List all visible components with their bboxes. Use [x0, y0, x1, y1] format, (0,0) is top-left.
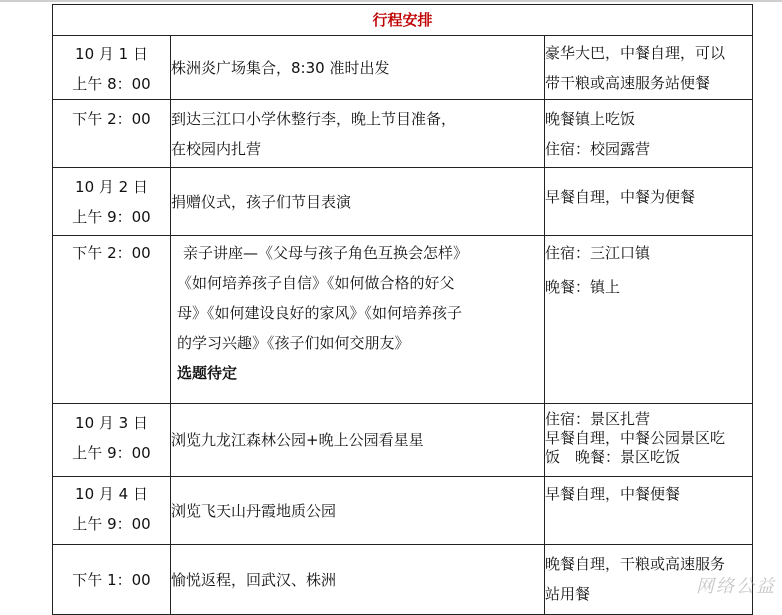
notes-text: 站用餐: [545, 585, 591, 603]
notes-text: 早餐自理，中餐为便餐: [545, 188, 696, 206]
date-text: 10 月 3 日: [75, 414, 148, 432]
table-title: 行程安排: [53, 5, 753, 36]
time-cell: [53, 100, 171, 168]
table-row: [53, 168, 753, 236]
time-text: 上午 9：00: [72, 515, 151, 533]
notes-text: 住宿：景区扎营: [545, 410, 651, 428]
notes-text: 住宿：校园露营: [545, 140, 651, 158]
notes-cell: [545, 100, 753, 168]
time-cell: [53, 545, 171, 615]
activity-cell: [171, 404, 545, 477]
date-text: 10 月 2 日: [75, 178, 148, 196]
activity-text: 捐赠仪式，孩子们节目表演: [171, 192, 352, 211]
table-row: [53, 477, 753, 545]
time-text: 上午 8：00: [72, 75, 151, 93]
watermark-text: 网络公益: [696, 576, 776, 597]
date-text: 10 月 1 日: [75, 45, 148, 63]
activity-cell: [171, 100, 545, 168]
time-text: 下午 2：00: [72, 244, 151, 262]
table-row: [53, 545, 753, 615]
time-cell: [53, 36, 171, 100]
activity-text: 愉悦返程，回武汉、株洲: [171, 570, 337, 589]
activity-text: 浏览九龙江森林公园+晚上公园看星星: [171, 431, 424, 449]
time-cell: [53, 168, 171, 236]
itinerary-table: [52, 4, 753, 615]
activity-cell: [171, 36, 545, 100]
notes-cell: [545, 236, 753, 404]
table-row: [53, 404, 753, 477]
notes-text: 早餐自理，中餐公园景区吃: [545, 429, 726, 447]
time-text: 上午 9：00: [72, 208, 151, 226]
time-cell: [53, 236, 171, 404]
notes-cell: [545, 404, 753, 477]
table-row: [53, 236, 753, 404]
notes-cell: [545, 36, 753, 100]
activity-cell: [171, 236, 545, 404]
notes-cell: [545, 477, 753, 545]
activity-text: 在校园内扎营: [171, 140, 262, 158]
time-text: 下午 1：00: [72, 570, 151, 589]
activity-text: 浏览飞天山丹霞地质公园: [171, 501, 337, 520]
activity-text: 到达三江口小学休整行李，晚上节目准备，: [171, 110, 457, 128]
notes-text: 晚餐自理，干粮或高速服务: [545, 555, 726, 573]
activity-text: 《如何培养孩子自信》《如何做合格的好父: [177, 274, 455, 292]
time-cell: [53, 404, 171, 477]
activity-text: 亲子讲座—《父母与孩子角色互换会怎样》: [183, 244, 469, 262]
notes-text: 豪华大巴，中餐自理，可以: [545, 44, 726, 62]
time-text: 下午 2：00: [72, 110, 151, 128]
activity-note-bold: 选题待定: [177, 364, 238, 382]
activity-cell: [171, 168, 545, 236]
notes-text: 带干粮或高速服务站便餐: [545, 74, 711, 92]
notes-cell: [545, 168, 753, 236]
table-row: [53, 100, 753, 168]
activity-text: 的学习兴趣》《孩子们如何交朋友》: [177, 334, 410, 352]
time-text: 上午 9：00: [72, 444, 151, 462]
notes-text: 饭 晚餐：景区吃饭: [545, 448, 681, 466]
notes-text: 住宿：三江口镇: [545, 244, 651, 262]
activity-cell: [171, 477, 545, 545]
time-cell: [53, 477, 171, 545]
notes-text: 晚餐：镇上: [545, 278, 621, 296]
activity-cell: [171, 545, 545, 615]
table-row: [53, 36, 753, 100]
notes-text: 晚餐镇上吃饭: [545, 110, 636, 128]
title-row: [53, 5, 753, 36]
date-text: 10 月 4 日: [75, 485, 148, 503]
activity-text: 株洲炎广场集合，8:30 准时出发: [171, 58, 390, 77]
top-border: [0, 0, 782, 2]
notes-text: 早餐自理，中餐便餐: [545, 485, 681, 503]
activity-text: 母》《如何建设良好的家风》《如何培养孩子: [177, 304, 463, 322]
